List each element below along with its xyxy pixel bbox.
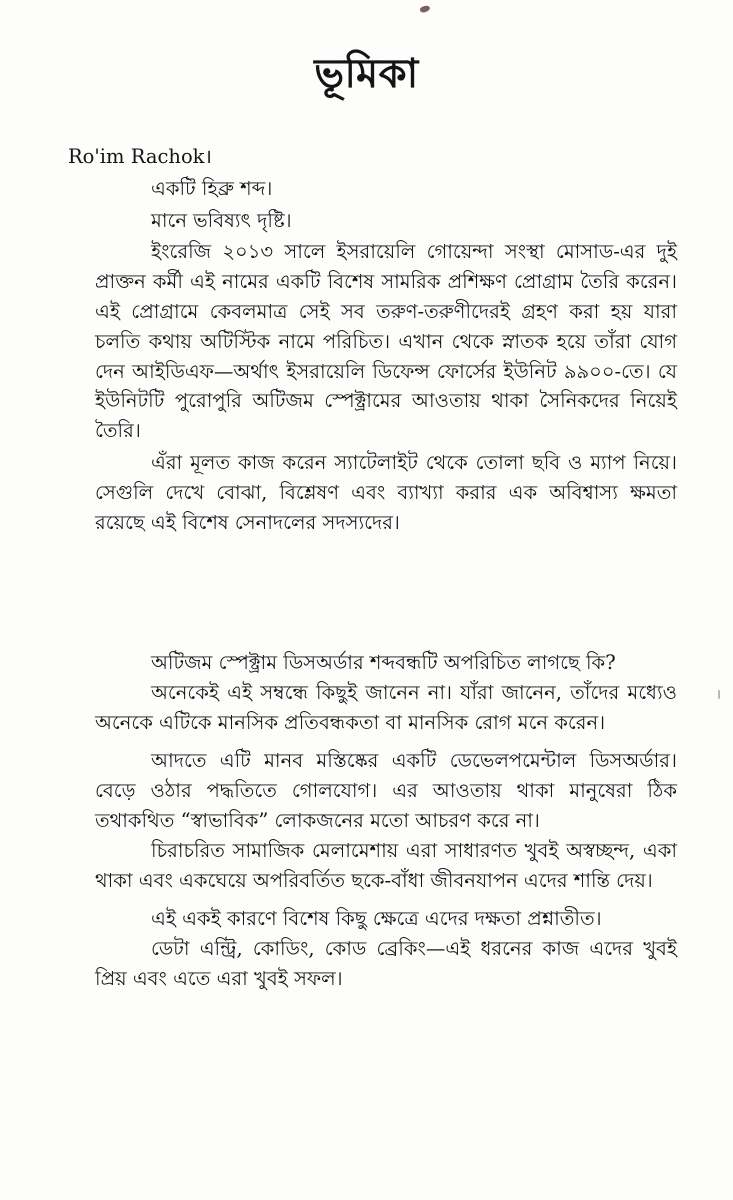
definition-line-2: মানে ভবিষ্যৎ দৃষ্টি।	[151, 208, 292, 232]
paragraph: ইংরেজি ২০১৩ সালে ইসরায়েলি গোয়েন্দা সংস্থা মোসাড-এর দুই প্রাক্তন কর্মী এই নামের একটি বিশেষ সামরিক প্রশিক্ষণ প্রোগ্রাম তৈরি করেন। এই প্রোগ্রামে কেবলমাত্র সেই সব তরুণ-তরুণীদেরই গ্রহণ করা হয় যারা চলতি কথায় অটিস্টিক নামে পরিচিত। এখান থেকে স্নাতক হয়ে তাঁরা যোগ দেন আইডিএফ—অর্থাৎ ইসরায়েলি ডিফেন্স ফোর্সের ইউনিট ৯৯০০-তে। যে ইউনিটটি পুরোপুরি অটিজম স্পেক্ট্রামের আওতায় থাকা সৈনিকদের নিয়েই তৈরি।	[95, 240, 677, 443]
paper-mark	[718, 690, 720, 699]
heading-term: Ro'im Rachok।	[68, 145, 212, 168]
question-line: অটিজম স্পেক্ট্রাম ডিসঅর্ডার শব্দবন্ধটি অপরিচিত লাগছে কি?	[151, 651, 616, 674]
paragraph: চিরাচরিত সামাজিক মেলামেশায় এরা সাধারণত খুবই অস্বচ্ছন্দ, একা থাকা এবং একঘেয়ে অপরিবর্তিত ছকে-বাঁধা জীবনযাপন এদের শান্তি দেয়।	[95, 838, 677, 892]
paragraph: এই একই কারণে বিশেষ কিছু ক্ষেত্রে এদের দক্ষতা প্রশ্নাতীত।	[151, 907, 602, 931]
definition-line-1: একটি হিব্রু শব্দ।	[151, 176, 273, 200]
paragraph: এঁরা মূলত কাজ করেন স্যাটেলাইট থেকে তোলা ছবি ও ম্যাপ নিয়ে। সেগুলি দেখে বোঝা, বিশ্লেষণ এবং ব্যাখ্যা করার এক অবিশ্বাস্য ক্ষমতা রয়েছে এই বিশেষ সেনাদলের সদস্যদের।	[95, 450, 677, 534]
section-intro	[68, 142, 677, 537]
ink-speck	[419, 4, 430, 13]
paragraph: আদতে এটি মানব মস্তিষ্কের একটি ডেভেলপমেন্টাল ডিসঅর্ডার। বেড়ে ওঠার পদ্ধতিতে গোলযোগ। এর আওতায় থাকা মানুষেরা ঠিক তথাকথিত “স্বাভাবিক” লোকজনের মতো আচরণ করে না।	[95, 749, 677, 832]
page-title: ভূমিকা	[314, 50, 419, 97]
section-autism	[95, 648, 677, 994]
paragraph: ডেটা এন্ট্রি, কোডিং, কোড ব্রেকিং—এই ধরনের কাজ এদের খুবই প্রিয় এবং এতে এরা খুবই সফল।	[95, 937, 677, 990]
paragraph: অনেকেই এই সম্বন্ধে কিছুই জানেন না। যাঁরা জানেন, তাঁদের মধ্যেও অনেকে এটিকে মানসিক প্রতিবন্ধকতা বা মানসিক রোগ মনে করেন।	[95, 680, 677, 734]
